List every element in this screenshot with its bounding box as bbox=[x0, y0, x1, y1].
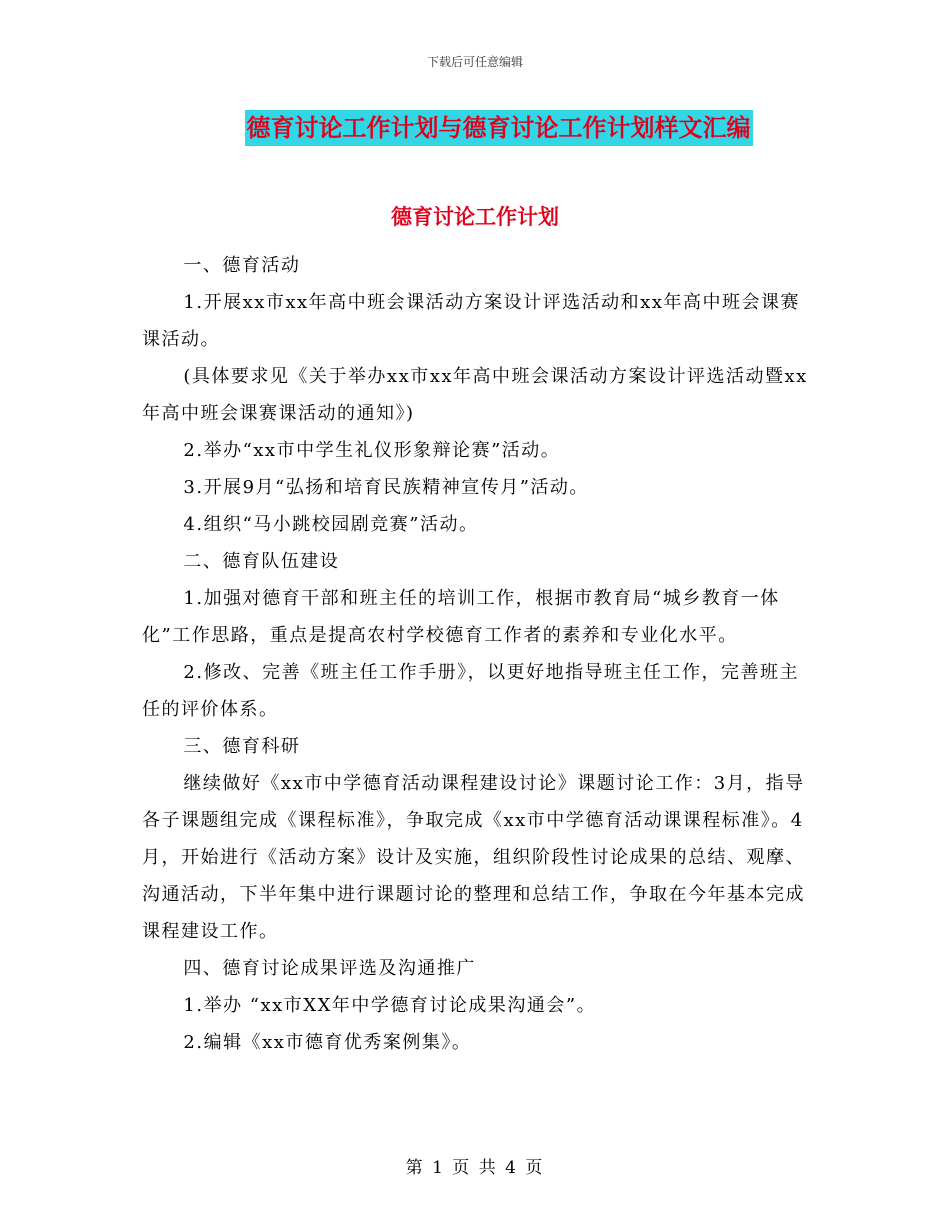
paragraph: 1.开展xx市xx年高中班会课活动方案设计评选活动和xx年高中班会课赛课活动。 bbox=[142, 292, 800, 350]
section-title: 德育讨论工作计划 bbox=[391, 205, 559, 229]
heading-team-building: 二、德育队伍建设 bbox=[183, 551, 340, 572]
paragraph: 1.加强对德育干部和班主任的培训工作，根据市教育局“城乡教育一体化”工作思路，重点是提高农村学校德育工作者的素养和专业化水平。 bbox=[142, 588, 780, 646]
header-note: 下载后可任意编辑 bbox=[426, 55, 523, 69]
paragraph: 4.组织“马小跳校园剧竞赛”活动。 bbox=[183, 514, 479, 535]
page-footer: 第 1 页 共 4 页 bbox=[405, 1158, 545, 1178]
heading-moral-activities: 一、德育活动 bbox=[183, 255, 301, 276]
document-body bbox=[142, 247, 810, 1061]
paragraph: 2.举办“xx市中学生礼仪形象辩论赛”活动。 bbox=[183, 440, 561, 461]
main-title-wrap bbox=[0, 110, 950, 146]
heading-results: 四、德育讨论成果评选及沟通推广 bbox=[183, 958, 476, 979]
paragraph: 2.修改、完善《班主任工作手册》，以更好地指导班主任工作，完善班主任的评价体系。 bbox=[142, 662, 800, 720]
paragraph: 继续做好《xx市中学德育活动课程建设讨论》课题讨论工作：3月，指导各子课题组完成《课程标准》，争取完成《xx市中学德育活动课课程标准》。4月，开始进行《活动方案》设计及实施，组织阶段性讨论成果的总结、观摩、沟通活动，下半年集中进行课题讨论的整理和总结工作，争取在今年基本完成课程建设工作。 bbox=[142, 773, 805, 942]
paragraph: 3.开展9月“弘扬和培育民族精神宣传月”活动。 bbox=[183, 477, 589, 498]
heading-research: 三、德育科研 bbox=[183, 736, 301, 757]
paragraph: (具体要求见《关于举办xx市xx年高中班会课活动方案设计评选活动暨xx年高中班会课赛课活动的通知》) bbox=[142, 366, 808, 424]
main-title: 德育讨论工作计划与德育讨论工作计划样文汇编 bbox=[245, 110, 753, 146]
paragraph: 1.举办 “xx市XX年中学德育讨论成果沟通会”。 bbox=[183, 995, 597, 1016]
paragraph: 2.编辑《xx市德育优秀案例集》。 bbox=[183, 1032, 472, 1053]
